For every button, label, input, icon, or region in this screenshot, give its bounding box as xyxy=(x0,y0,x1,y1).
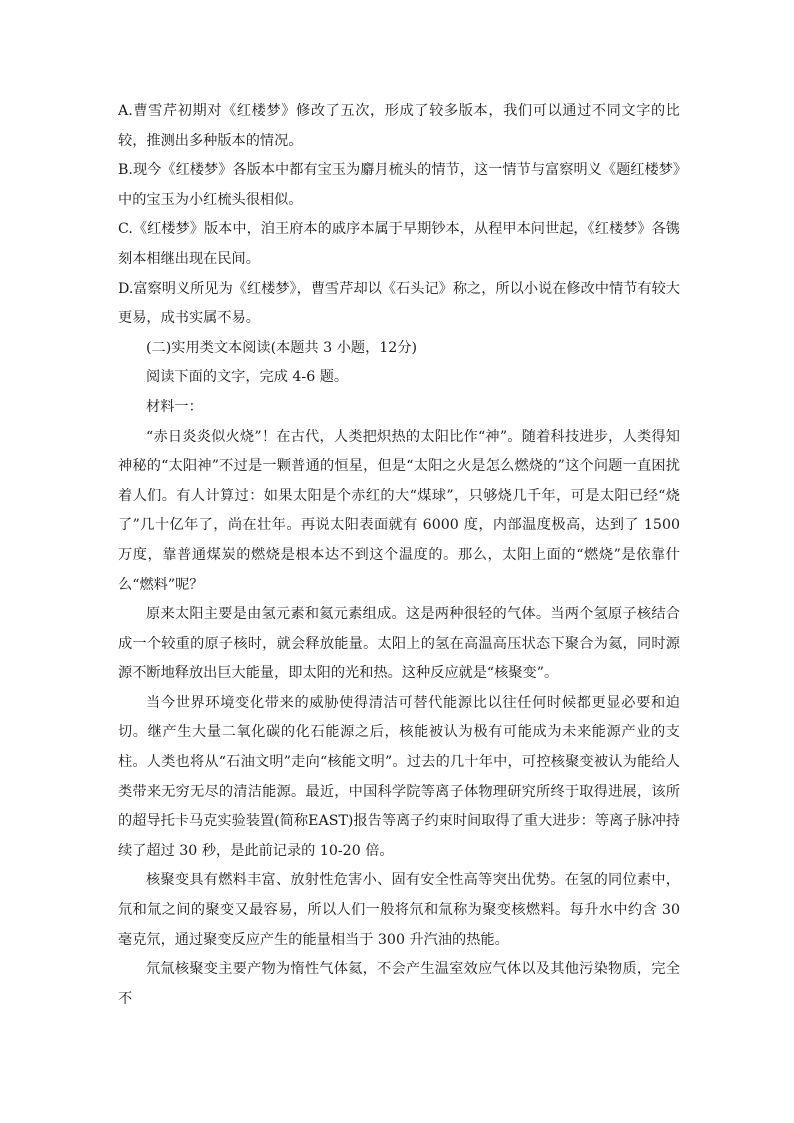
section-title: (二)实用类文本阅读(本题共 3 小题，12分) xyxy=(146,339,418,356)
document-body xyxy=(118,97,680,1014)
option-a: A.曹雪芹初期对《红楼梦》修改了五次，形成了较多版本，我们可以通过不同文字的比较，推测出多种版本的情况。 xyxy=(118,103,680,149)
option-c: C.《红楼梦》版本中，洎王府本的戚序本属于早期钞本，从程甲本问世起，《红楼梦》各镌刻本相继出现在民间。 xyxy=(118,221,680,267)
paragraph-1: “赤日炎炎似火烧”！在古代，人类把炽热的太阳比作“神”。随着科技进步，人类得知神秘的“太阳神”不过是一颗普通的恒星，但是“太阳之火是怎么燃烧的”这个问题一直困扰着人们。有人计算过：如果太阳是个赤红的大“煤球”，只够烧几千年，可是太阳已经“烧了”几十亿年了，尚在壮年。再说太阳表面就有 6000 度，内部温度极高，达到了 1500 万度，靠普通煤炭的燃烧是根本达不到这个温度的。那么，太阳上面的“燃烧”是依靠什么“燃料”呢？ xyxy=(118,428,680,593)
paragraph-4: 核聚变具有燃料丰富、放射性危害小、固有安全性高等突出优势。在氢的同位素中，氘和氚之间的聚变又最容易，所以人们一般将氘和氚称为聚变核燃料。每升水中约含 30 毫克氘，通过聚变反应产生的能量相当于 300 升汽油的热能。 xyxy=(118,872,680,948)
paragraph-2: 原来太阳主要是由氢元素和氦元素组成。这是两种很轻的气体。当两个氢原子核结合成一个较重的原子核时，就会释放能量。太阳上的氢在高温高压状态下聚合为氦，同时源源不断地释放出巨大能量，即太阳的光和热。这种反应就是“核聚变”。 xyxy=(118,606,680,682)
option-b: B.现今《红楼梦》各版本中都有宝玉为麝月梳头的情节，这一情节与富察明义《题红楼梦》中的宝玉为小红梳头很相似。 xyxy=(118,162,680,208)
paragraph-5: 氘氚核聚变主要产物为惰性气体氦，不会产生温室效应气体以及其他污染物质，完全不 xyxy=(118,961,680,1007)
instruction: 阅读下面的文字，完成 4-6 题。 xyxy=(146,369,349,386)
paragraph-3: 当今世界环境变化带来的威胁使得清洁可替代能源比以往任何时候都更显必要和迫切。继产生大量二氧化碳的化石能源之后，核能被认为极有可能成为未来能源产业的支柱。人类也将从“石油文明”走向“核能文明”。过去的几十年中，可控核聚变被认为能给人类带来无穷无尽的清洁能源。最近，中国科学院等离子体物理研究所终于取得进展，该所的超导托卡马克实验装置(简称EAST)报告等离子约束时间取得了重大进步：等离子脉冲持续了超过 30 秒，是此前记录的 10-20 倍。 xyxy=(118,694,680,859)
option-d: D.富察明义所见为《红楼梦》，曹雪芹却以《石头记》称之，所以小说在修改中情节有较大更易，成书实属不易。 xyxy=(118,280,680,327)
material-label: 材料一： xyxy=(146,398,203,415)
